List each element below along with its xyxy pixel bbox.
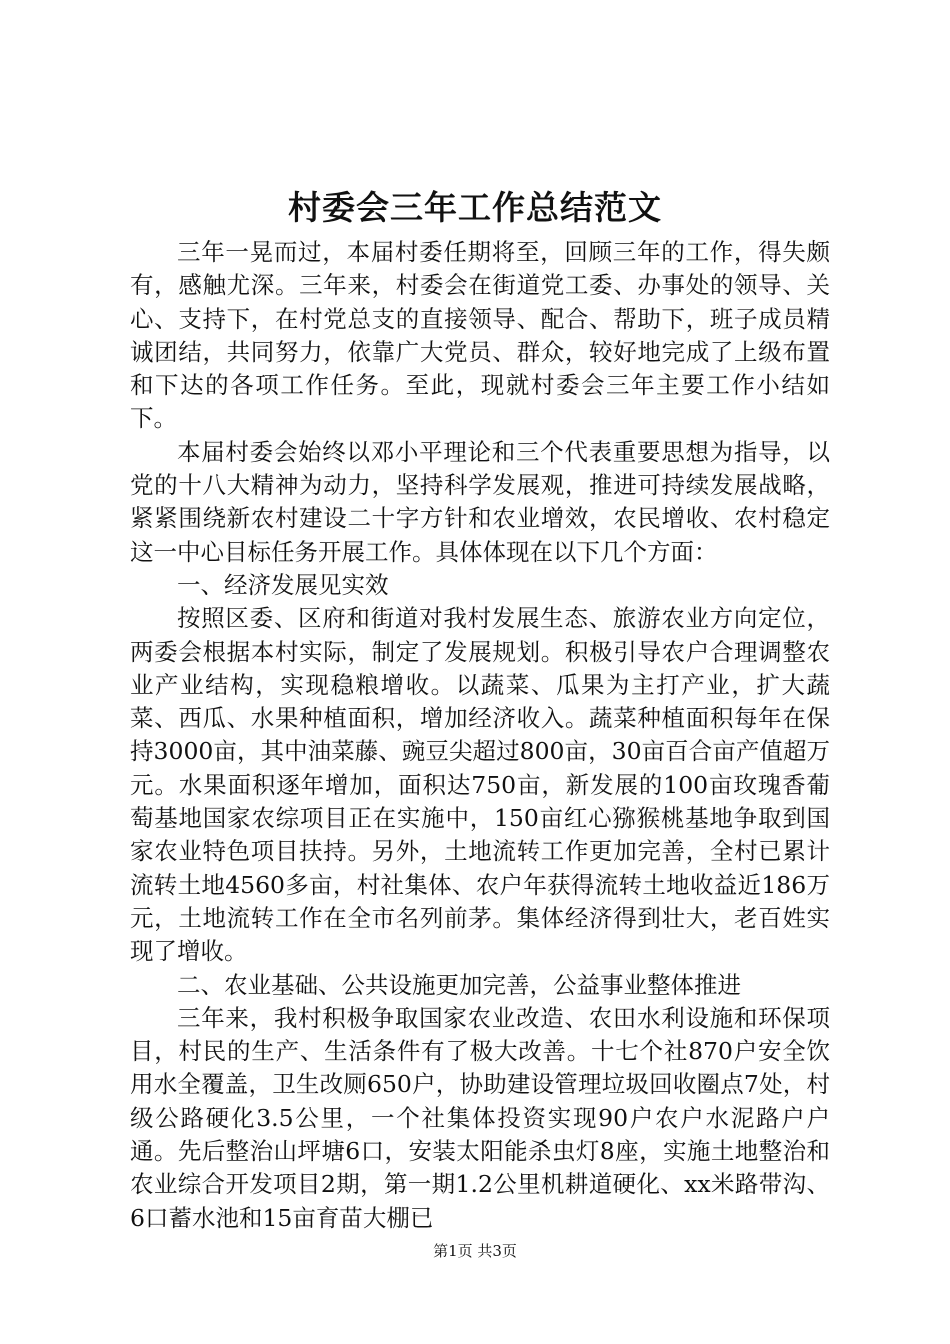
document-title: 村委会三年工作总结范文 [288,188,662,227]
section-heading-infrastructure: 二、农业基础、公共设施更加完善，公益事业整体推进 [177,970,741,999]
economy-paragraph: 按照区委、区府和街道对我村发展生态、旅游农业方向定位，两委会根据本村实际，制定了发展规划。积极引导农户合理调整农业产业结构，实现稳粮增收。以蔬菜、瓜果为主打产业，扩大蔬菜、西瓜、水果种植面积，增加经济收入。蔬菜种植面积每年在保持3000亩，其中油菜藤、豌豆尖超过800亩，30亩百合亩产值超万元。水果面积逐年增加，面积达750亩，新发展的100亩玫瑰香葡萄基地国家农综项目正在实施中，150亩红心猕猴桃基地争取到国家农业特色项目扶持。另外，土地流转工作更加完善，全村已累计流转土地4560多亩，村社集体、农户年获得流转土地收益近186万元，土地流转工作在全市名列前茅。集体经济得到壮大，老百姓实现了增收。 [130,604,830,966]
page-number-footer: 第1页 共3页 [433,1242,517,1260]
section-heading-economy: 一、经济发展见实效 [177,570,389,599]
guiding-principles-paragraph: 本届村委会始终以邓小平理论和三个代表重要思想为指导，以党的十八大精神为动力，坚持科学发展观，推进可持续发展战略，紧紧围绕新农村建设二十字方针和农业增效，农民增收、农村稳定这一中心目标任务开展工作。具体体现在以下几个方面： [130,437,830,566]
infrastructure-paragraph: 三年来，我村积极争取国家农业改造、农田水利设施和环保项目，村民的生产、生活条件有了极大改善。十七个社870户安全饮用水全覆盖，卫生改厕650户，协助建设管理垃圾回收圈点7处，村级公路硬化3.5公里，一个社集体投资实现90户农户水泥路户户通。先后整治山坪塘6口，安装太阳能杀虫灯8座，实施土地整治和农业综合开发项目2期，第一期1.2公里机耕道硬化、xx米路带沟、6口蓄水池和15亩育苗大棚已 [130,1003,830,1232]
document-body [130,236,830,1235]
intro-paragraph: 三年一晃而过，本届村委任期将至，回顾三年的工作，得失颇有，感触尤深。三年来，村委会在街道党工委、办事处的领导、关心、支持下，在村党总支的直接领导、配合、帮助下，班子成员精诚团结，共同努力，依靠广大党员、群众，较好地完成了上级布置和下达的各项工作任务。至此，现就村委会三年主要工作小结如下。 [130,238,830,433]
